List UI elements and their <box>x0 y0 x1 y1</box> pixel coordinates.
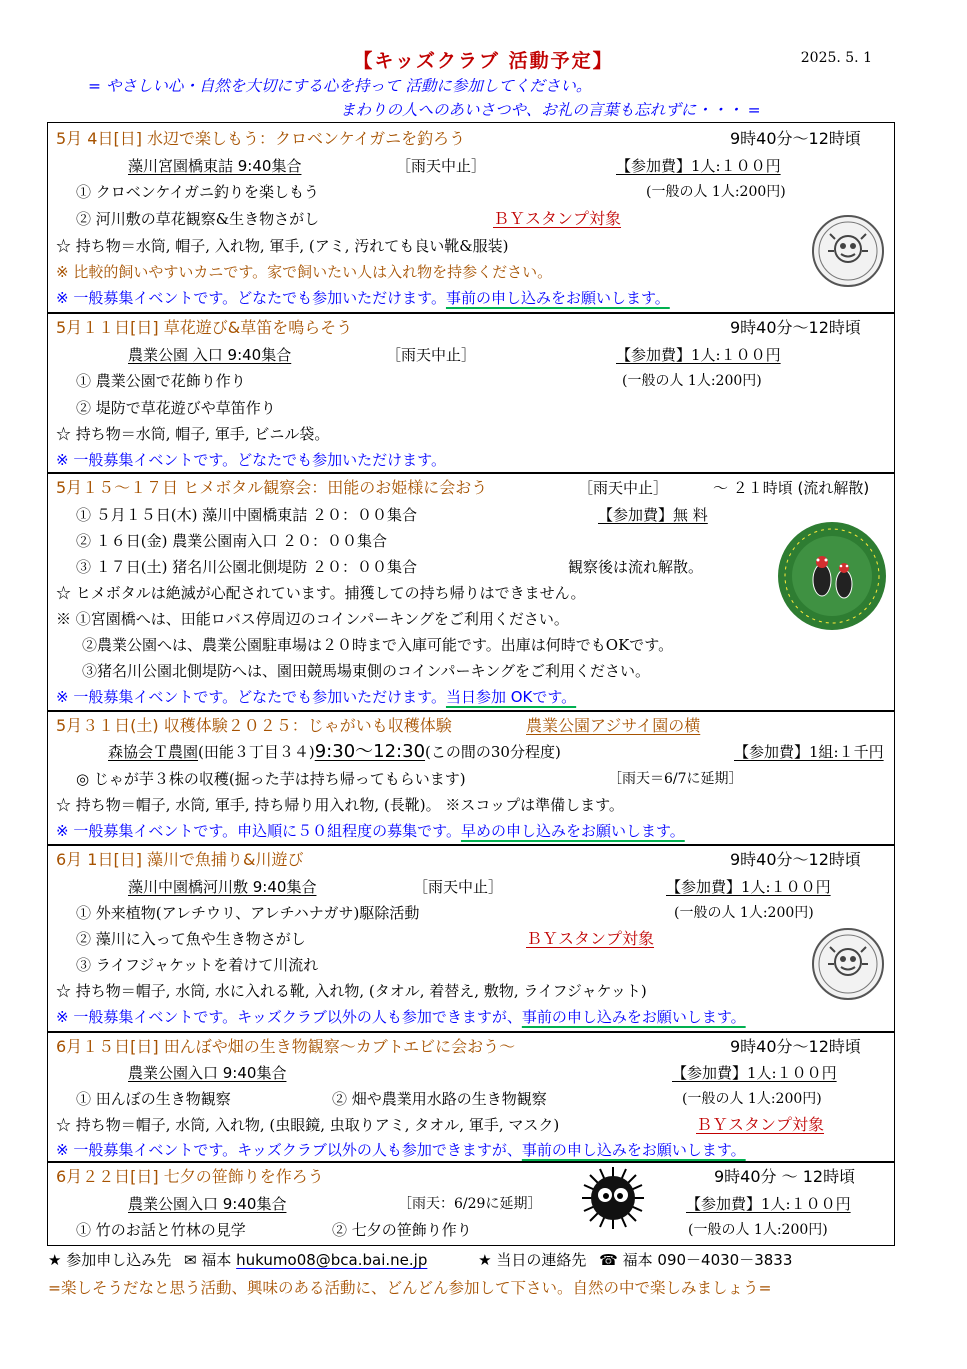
soot-sprite-icon <box>580 1165 646 1235</box>
mail-icon: ✉ <box>184 1251 197 1269</box>
event-item: ② １６日(金) 農業公園南入口 ２０：００集合 <box>76 532 388 550</box>
event-jun-22 <box>47 1162 895 1246</box>
event-item: ② 堤防で草花遊びや草笛作り <box>76 399 276 417</box>
event-bring: ☆ 持ち物＝水筒, 帽子, 軍手, ビニル袋。 <box>56 425 330 443</box>
event-fee-note: (一般の人 1人:200円) <box>622 373 762 389</box>
event-item: ② 河川敷の草花観察&生き物さがし <box>76 210 320 228</box>
event-fee: 【参加費】1組:１千円 <box>734 743 884 761</box>
stamp-target-label: ＢＹスタンプ対象 <box>696 1115 825 1134</box>
himebotaru-badge <box>776 520 888 636</box>
event-note: ※ ①宮園橋へは、田能ロバス停周辺のコインパーキングをご利用ください。 <box>56 610 569 628</box>
event-item: ① 田んぼの生き物観察 <box>76 1090 231 1108</box>
stamp-target-label: ＢＹスタンプ対象 <box>526 929 655 948</box>
event-time: 9時40分～12時頃 <box>730 1037 861 1056</box>
event-fee-note: (一般の人 1人:200円) <box>682 1091 822 1107</box>
event-may-15-17 <box>47 473 895 711</box>
event-fee: 【参加費】1人:１００円 <box>616 157 781 175</box>
event-fee: 【参加費】1人:１００円 <box>616 346 781 364</box>
event-item: ② 畑や農業用水路の生き物観察 <box>332 1090 547 1108</box>
event-fee: 【参加費】無 料 <box>598 506 708 524</box>
event-item: ① ５月１５日(木) 藻川中園橋東詰 ２０：００集合 <box>76 506 418 524</box>
event-general: ※ 一般募集イベントです。キッズクラブ以外の人も参加できますが、事前の申し込みをお願いします。 <box>56 1008 746 1026</box>
event-place: 農業公園入口 9:40集合 <box>128 1064 287 1082</box>
event-fee-note: (一般の人 1人:200円) <box>688 1222 828 1238</box>
event-place: 農業公園入口 9:40集合 <box>128 1195 287 1213</box>
event-title: 5月 4日[日] 水辺で楽しもう：クロベンケイガニを釣ろう <box>56 129 466 148</box>
page-title: 【キッズクラブ 活動予定】 <box>353 50 614 72</box>
event-rain: ［雨天＝6/7に延期］ <box>608 771 743 787</box>
event-place-head: 農業公園アジサイ園の横 <box>526 716 701 735</box>
event-place: 藻川中園橋河川敷 9:40集合 <box>128 878 317 896</box>
event-rain: ［雨天中止］ <box>386 346 477 364</box>
apply-label: ★ 参加申し込み先 <box>48 1251 172 1269</box>
event-item: ② 七夕の笹飾り作り <box>332 1221 472 1239</box>
motto-line-2: まわりの人へのあいさつや、お礼の言葉も忘れずに・・・ = <box>340 101 761 119</box>
event-fee: 【参加費】1人:１００円 <box>666 878 831 896</box>
event-item: ◎ じゃが芋３株の収穫(掘った芋は持ち帰ってもらいます) <box>76 770 466 788</box>
by-stamp-badge <box>810 924 886 1008</box>
phone-icon: ☎ <box>599 1251 618 1269</box>
event-title: 5月１５～１７日 ヒメボタル観察会：田能のお姫様に会おう <box>56 478 488 497</box>
event-item: ③ １７日(土) 猪名川公園北側堤防 ２０：００集合 <box>76 558 418 576</box>
event-item: ① 竹のお話と竹林の見学 <box>76 1221 246 1239</box>
event-time: 9時40分 ～ 12時頃 <box>714 1167 856 1186</box>
apply-name: 福本 <box>201 1251 232 1269</box>
phone-number: 090－4030－3833 <box>657 1251 793 1269</box>
event-item: ① 外来植物(アレチウリ、アレチハナガサ)駆除活動 <box>76 904 420 922</box>
event-time: ～ ２１時頃 (流れ解散) <box>713 479 870 497</box>
event-time: 9時40分～12時頃 <box>730 318 861 337</box>
event-rain: ［雨天中止］ <box>396 157 487 175</box>
event-item: ③ ライフジャケットを着けて川流れ <box>76 956 319 974</box>
event-time: 9時40分～12時頃 <box>730 850 861 869</box>
event-may-31 <box>47 711 895 845</box>
event-general: ※ 一般募集イベントです。どなたでも参加いただけます。当日参加 OKです。 <box>56 688 577 706</box>
event-bring: ☆ 持ち物＝水筒, 帽子, 入れ物, 軍手, (アミ, 汚れても良い靴&服装) <box>56 237 509 255</box>
event-note: ※ 比較的飼いやすいカニです。家で飼いたい人は入れ物を持参ください。 <box>56 263 553 281</box>
event-rain: ［雨天中止］ <box>578 479 669 497</box>
event-may-4 <box>47 122 895 313</box>
event-general: ※ 一般募集イベントです。申込順に５０組程度の募集です。早めの申し込みをお願いします。 <box>56 822 685 840</box>
event-place: 農業公園 入口 9:40集合 <box>128 346 292 364</box>
event-item: ① クロベンケイガニ釣りを楽しもう <box>76 183 319 201</box>
event-fee: 【参加費】1人:１００円 <box>686 1195 851 1213</box>
event-place: 藻川宮園橋東詰 9:40集合 <box>128 157 302 175</box>
event-general: ※ 一般募集イベントです。どなたでも参加いただけます。事前の申し込みをお願いします。 <box>56 289 670 307</box>
event-fee-note: (一般の人 1人:200円) <box>646 184 786 200</box>
event-item: 観察後は流れ解散。 <box>568 558 704 576</box>
footer-contact <box>48 1249 792 1270</box>
event-jun-1 <box>47 845 895 1032</box>
event-bring: ☆ 持ち物＝帽子, 水筒, 水に入れる靴, 入れ物, (タオル, 着替え, 敷物, ライフジャケット) <box>56 982 647 1000</box>
issue-date: 2025. 5. 1 <box>800 50 872 66</box>
event-bring: ☆ 持ち物＝帽子, 水筒, 入れ物, (虫眼鏡, 虫取りアミ, タオル, 軍手, マスク) <box>56 1116 560 1134</box>
event-bring: ☆ 持ち物＝帽子, 水筒, 軍手, 持ち帰り用入れ物, (長靴)。 ※スコップは準備します。 <box>56 796 624 814</box>
event-note: ②農業公園へは、農業公園駐車場は２０時まで入庫可能です。出庫は何時でもOKです。 <box>82 636 674 654</box>
event-rain: ［雨天：6/29に延期］ <box>398 1196 542 1212</box>
event-note: ③猪名川公園北側堤防へは、園田競馬場東側のコインパーキングをご利用ください。 <box>82 662 651 680</box>
event-fee-note: (一般の人 1人:200円) <box>674 905 814 921</box>
event-item: ① 農業公園で花飾り作り <box>76 372 246 390</box>
stamp-target-label: ＢＹスタンプ対象 <box>493 209 622 228</box>
contact-name: 福本 <box>622 1251 653 1269</box>
event-title: 5月３１日(土) 収穫体験２０２５：じゃがいも収穫体験 <box>56 716 452 735</box>
event-title: 5月１１日[日] 草花遊び&草笛を鳴らそう <box>56 318 353 337</box>
contact-label: ★ 当日の連絡先 <box>478 1251 587 1269</box>
event-rain: ［雨天中止］ <box>413 878 504 896</box>
event-item: ② 藻川に入って魚や生き物さがし <box>76 930 306 948</box>
event-may-11 <box>47 313 895 473</box>
event-general: ※ 一般募集イベントです。どなたでも参加いただけます。 <box>56 451 446 469</box>
closing-message: =楽しそうだなと思う活動、興味のある活動に、どんどん参加して下さい。自然の中で楽しみましょう= <box>48 1279 772 1297</box>
event-bring: ☆ ヒメボタルは絶滅が心配されています。捕獲しての持ち帰りはできません。 <box>56 584 586 602</box>
event-jun-15 <box>47 1032 895 1162</box>
event-place-line: 森協会Ｔ農園(田能３丁目３４)9:30～12:30(この間の30分程度) <box>108 741 561 762</box>
event-title: 6月２２日[日] 七夕の笹飾りを作ろう <box>56 1167 324 1186</box>
event-time: 9時40分～12時頃 <box>730 129 861 148</box>
event-title: 6月１５日[日] 田んぼや畑の生き物観察～カブトエビに会おう～ <box>56 1037 516 1056</box>
email-link[interactable]: hukumo08@bca.bai.ne.jp <box>236 1251 428 1269</box>
by-stamp-badge <box>810 211 886 295</box>
motto-line-1: = やさしい心・自然を大切にする心を持って 活動に参加してください。 <box>88 77 592 95</box>
event-fee: 【参加費】1人:１００円 <box>672 1064 837 1082</box>
event-title: 6月 1日[日] 藻川で魚捕り&川遊び <box>56 850 304 869</box>
event-general: ※ 一般募集イベントです。キッズクラブ以外の人も参加できますが、事前の申し込みをお願いします。 <box>56 1141 746 1159</box>
